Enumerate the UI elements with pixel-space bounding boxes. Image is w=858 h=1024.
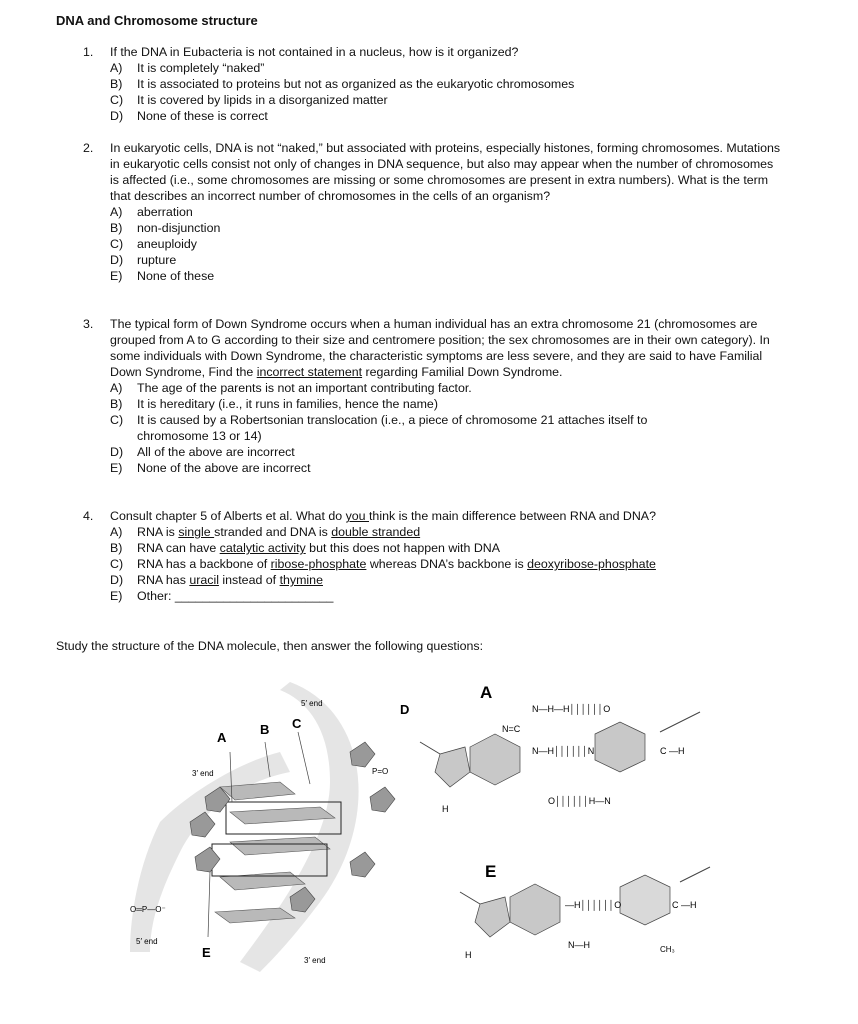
chem-nhn: N—H││││││N [532, 746, 595, 756]
option-c[interactable] [110, 236, 783, 252]
option-text: It is covered by lipids in a disorganized matter [137, 93, 388, 107]
end-label-3-bottom: 3′ end [304, 956, 326, 965]
option-b[interactable] [110, 220, 783, 236]
option-text: It is associated to proteins but not as organized as the eukaryotic chromosomes [137, 77, 575, 91]
label-pair-e: E [485, 862, 497, 881]
option-text: The age of the parents is not an important contributing factor. [137, 381, 472, 395]
option-letter: A) [110, 61, 123, 75]
question-text-b: think is the main difference between RNA and DNA? [368, 509, 656, 523]
chem-ch3: CH₃ [660, 945, 675, 954]
option-letter: A) [110, 205, 123, 219]
question-text [110, 508, 783, 524]
option-letter: D) [110, 445, 124, 459]
end-label-5-top: 5′ end [301, 699, 323, 708]
option-letter: E) [110, 461, 123, 475]
option-text: It is hereditary (i.e., it runs in families, hence the name) [137, 397, 438, 411]
option-text: Other: _______________________ [137, 589, 334, 603]
option-text: It is completely “naked” [137, 61, 265, 75]
option-c[interactable] [110, 412, 783, 444]
question-text-underlined: you [345, 509, 369, 523]
label-pair-a: A [480, 683, 493, 702]
option-text: RNA can have catalytic activity but this does not happen with DNA [137, 541, 500, 555]
option-letter: A) [110, 381, 123, 395]
question-3 [83, 316, 783, 476]
label-c: C [292, 716, 302, 731]
study-instruction: Study the structure of the DNA molecule, then answer the following questions: [56, 639, 484, 653]
chem-h-e: H [465, 950, 472, 960]
option-text: aneuploidy [137, 237, 197, 251]
option-letter: D) [110, 253, 124, 267]
question-text: If the DNA in Eubacteria is not contained in a nucleus, how is it organized? [110, 45, 519, 59]
option-text: non-disjunction [137, 221, 221, 235]
question-number: 3. [83, 317, 94, 331]
chem-h-left: H [442, 804, 449, 814]
option-e[interactable] [110, 588, 783, 604]
option-d[interactable] [110, 572, 783, 588]
option-text: aberration [137, 205, 193, 219]
phosphate-label: P=O [372, 767, 389, 776]
chem-hbond-e2: N—H [568, 940, 590, 950]
option-a[interactable] [110, 204, 783, 220]
option-c[interactable] [110, 556, 783, 572]
question-text: In eukaryotic cells, DNA is not “naked,” but associated with proteins, especially histones, forming chromosomes. Mutations in eukaryotic cells consist not only of changes in DNA sequence, but also may appear when the number of chromosomes is affected (i.e., some chromosomes are missing or some chromosomes are present in extra numbers). What is the term that describes an incorrect number of chromosomes in the cells of an organism? [110, 141, 781, 203]
question-1 [83, 44, 783, 124]
question-number: 1. [83, 45, 94, 59]
label-e: E [202, 945, 211, 960]
question-text-tail: regarding Familial Down Syndrome. [362, 365, 563, 379]
option-letter: C) [110, 237, 124, 251]
option-a[interactable] [110, 380, 783, 396]
option-b[interactable] [110, 396, 783, 412]
chem-hbond-e1: —H││││││O [565, 900, 622, 910]
option-letter: D) [110, 109, 124, 123]
option-text: None of these [137, 269, 215, 283]
option-text: None of the above are incorrect [137, 461, 311, 475]
question-number: 2. [83, 141, 94, 155]
option-letter: E) [110, 269, 123, 283]
option-text: It is caused by a Robertsonian translocation (i.e., a piece of chromosome 21 attaches itself to chromosome 13 or 14) [137, 413, 648, 443]
option-c[interactable] [110, 92, 783, 108]
option-letter: B) [110, 541, 123, 555]
option-b[interactable] [110, 540, 783, 556]
chem-ohn: O││││││H—N [548, 796, 611, 806]
option-text: RNA is single stranded and DNA is double stranded [137, 525, 421, 539]
option-text: None of these is correct [137, 109, 268, 123]
option-letter: A) [110, 525, 123, 539]
chem-nh-hbond: N—H—H││││││O [532, 704, 611, 714]
option-d[interactable] [110, 444, 783, 460]
chem-ch-e: C —H [672, 900, 697, 910]
chem-ch: C —H [660, 746, 685, 756]
label-d: D [400, 702, 410, 717]
end-label-5-bottom: 5′ end [136, 937, 158, 946]
option-letter: C) [110, 557, 124, 571]
end-label-3-left: 3′ end [192, 769, 214, 778]
question-text-underlined: incorrect statement [256, 365, 363, 379]
chem-nc: N=C [502, 724, 521, 734]
answer-blank[interactable]: _______________________ [174, 589, 334, 603]
option-d[interactable] [110, 252, 783, 268]
question-2 [83, 140, 783, 284]
label-b: B [260, 722, 270, 737]
phosphate-label-left: O═P—O⁻ [130, 905, 166, 914]
question-text [110, 316, 783, 380]
label-a: A [217, 730, 227, 745]
option-e[interactable] [110, 460, 783, 476]
option-text: RNA has uracil instead of thymine [137, 573, 323, 587]
question-4 [83, 508, 783, 604]
option-a[interactable] [110, 524, 783, 540]
question-text-a: Consult chapter 5 of Alberts et al. What do [110, 509, 346, 523]
option-letter: D) [110, 573, 124, 587]
option-letter: B) [110, 221, 123, 235]
page-title: DNA and Chromosome structure [56, 13, 258, 28]
option-letter: E) [110, 589, 123, 603]
option-text: rupture [137, 253, 177, 267]
option-letter: C) [110, 93, 124, 107]
option-letter: B) [110, 77, 123, 91]
dna-structure-figure [120, 672, 740, 972]
option-b[interactable] [110, 76, 783, 92]
option-d[interactable] [110, 108, 783, 124]
option-letter: B) [110, 397, 123, 411]
option-letter: C) [110, 413, 124, 427]
question-number: 4. [83, 509, 94, 523]
option-e[interactable] [110, 268, 783, 284]
option-text: All of the above are incorrect [137, 445, 295, 459]
question-text-main: The typical form of Down Syndrome occurs when a human individual has an extra chromosome 21 (chromosomes are grouped from A to G according to their size and centromere position; the sex chromosomes are in their own category). In some individuals with Down Syndrome, the characteristic symptoms are less severe, and they are said to have Familial Down Syndrome, Find the [110, 317, 770, 379]
option-text: RNA has a backbone of ribose-phosphate whereas DNA’s backbone is deoxyribose-phosphate [137, 557, 656, 571]
option-a[interactable] [110, 60, 783, 76]
